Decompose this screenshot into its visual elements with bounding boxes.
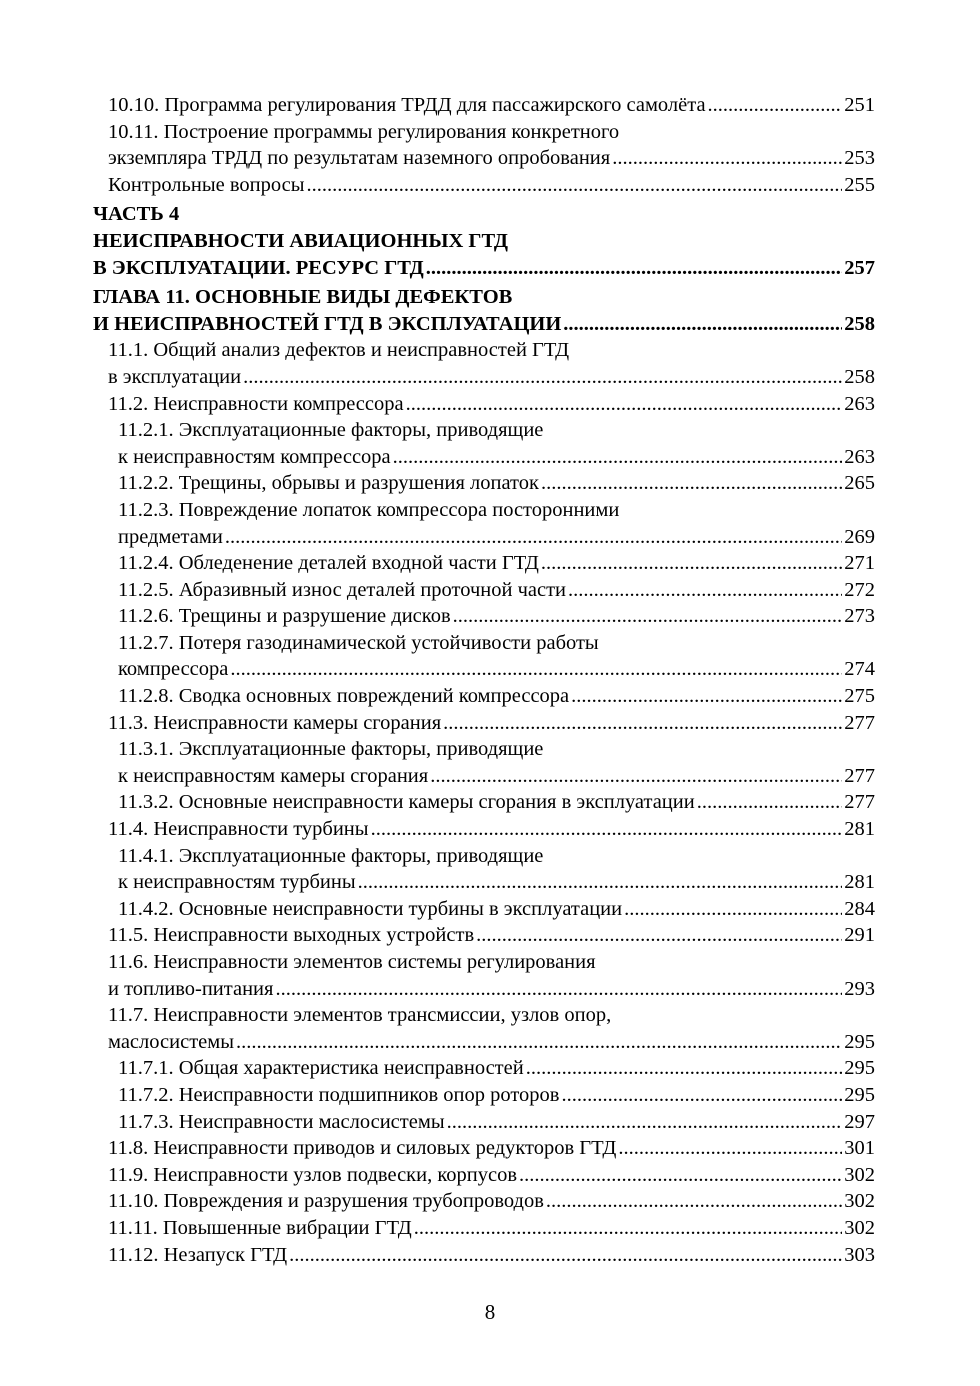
toc-entry-title-line: компрессора (118, 658, 229, 681)
toc-page-number: 277 (844, 764, 875, 787)
toc-entry-title-line: 11.2. Неисправности компрессора (108, 392, 404, 415)
toc-entry-title-line: 11.1. Общий анализ дефектов и неисправностей ГТД (108, 339, 570, 362)
dot-leader (275, 976, 842, 1003)
toc-entry-title-line: маслосистемы (108, 1030, 234, 1053)
toc-entry-title-line: 11.7.2. Неисправности подшипников опор роторов (118, 1083, 560, 1106)
toc-page-number: 273 (844, 605, 875, 628)
dot-leader (393, 444, 843, 471)
toc-entry-title-line: 11.3.1. Эксплуатационные факторы, приводящие (118, 738, 544, 761)
toc-entry-title-line: 11.9. Неисправности узлов подвески, корпусов (108, 1163, 518, 1186)
dot-leader (443, 710, 842, 737)
toc-entry (93, 789, 875, 816)
dot-leader (476, 922, 842, 949)
toc-entry-title-line: 10.11. Построение программы регулирования конкретного (108, 120, 620, 143)
page-number: 8 (484, 1300, 496, 1324)
toc-entry-title-line: 11.11. Повышенные вибрации ГТД (108, 1216, 412, 1239)
toc-entry-title-line: 11.8. Неисправности приводов и силовых редукторов ГТД (108, 1137, 617, 1160)
dot-leader (618, 1135, 842, 1162)
toc-entry-title-line: к неисправностям турбины (118, 871, 356, 894)
toc-page-number: 281 (844, 818, 875, 841)
toc-entry (93, 577, 875, 604)
dot-leader (612, 145, 842, 172)
toc-entry-title-line: 11.2.7. Потеря газодинамической устойчивости работы (118, 631, 599, 654)
toc-entry (93, 1135, 875, 1162)
dot-leader (289, 1242, 842, 1269)
toc-entry-title-line: ГЛАВА 11. ОСНОВНЫЕ ВИДЫ ДЕФЕКТОВ (93, 286, 513, 309)
toc-entry-title-line: И НЕИСПРАВНОСТЕЙ ГТД В ЭКСПЛУАТАЦИИ (93, 312, 562, 335)
toc-entry (93, 922, 875, 949)
dot-leader (243, 364, 842, 391)
toc-entry-title-line: НЕИСПРАВНОСТИ АВИАЦИОННЫХ ГТД (93, 229, 508, 252)
toc-page-number: 301 (844, 1137, 875, 1160)
toc-entry (93, 470, 875, 497)
toc-entry-title-line: и топливо-питания (108, 977, 274, 1000)
toc-entry (93, 1242, 875, 1269)
toc-page-number: 263 (844, 445, 875, 468)
toc-page-number: 302 (844, 1216, 875, 1239)
toc-page-number: 257 (844, 256, 875, 279)
dot-leader (447, 1109, 843, 1136)
toc-entry-title-line: экземпляра ТРДД по результатам наземного опробования (108, 147, 611, 170)
toc-entry-title-line: 11.7. Неисправности элементов трансмиссии, узлов опор, (108, 1004, 612, 1027)
dot-leader (571, 683, 842, 710)
toc-entry (93, 1188, 875, 1215)
toc-entry (93, 391, 875, 418)
toc-entry (93, 630, 875, 683)
toc-entry (93, 603, 875, 630)
toc-page-number: 295 (844, 1083, 875, 1106)
toc-entry (93, 896, 875, 923)
toc-entry (93, 736, 875, 789)
toc-entry (93, 1109, 875, 1136)
dot-leader (406, 391, 843, 418)
toc-entry-title-line: в эксплуатации (108, 365, 242, 388)
toc-entry-title-line: В ЭКСПЛУАТАЦИИ. РЕСУРС ГТД (93, 256, 424, 279)
toc-page-number: 258 (844, 365, 875, 388)
toc-entry-title-line: 11.2.6. Трещины и разрушение дисков (118, 605, 451, 628)
toc-entry-title-line: 11.4. Неисправности турбины (108, 818, 369, 841)
dot-leader (236, 1029, 842, 1056)
toc-entry (93, 710, 875, 737)
toc-entry-title-line: 11.2.8. Сводка основных повреждений компрессора (118, 685, 570, 708)
toc-page-number: 303 (844, 1243, 875, 1266)
dot-leader (697, 789, 843, 816)
toc-entry-title-line: 11.2.1. Эксплуатационные факторы, приводящие (118, 419, 544, 442)
toc-entry (93, 417, 875, 470)
toc-entry (93, 337, 875, 390)
toc-page-number: 251 (844, 94, 875, 116)
toc-page-number: 284 (844, 897, 875, 920)
dot-leader (541, 550, 842, 577)
dot-leader (307, 172, 843, 199)
toc-entry-title-line: 11.3. Неисправности камеры сгорания (108, 711, 442, 734)
dot-leader (526, 1055, 843, 1082)
toc-entry (93, 1055, 875, 1082)
toc-entry-title-line: Контрольные вопросы (108, 173, 305, 196)
toc-entry-title-line: 11.2.4. Обледенение деталей входной части ГТД (118, 552, 539, 575)
toc-page-number: 291 (844, 924, 875, 947)
toc-entry (93, 1082, 875, 1109)
toc-page-number: 277 (844, 791, 875, 814)
toc-page-number: 263 (844, 392, 875, 415)
toc-page-number: 297 (844, 1110, 875, 1133)
toc-entry-title-line: к неисправностям камеры сгорания (118, 764, 429, 787)
toc-entry-title-line: 11.2.5. Абразивный износ деталей проточной части (118, 578, 567, 601)
toc-page-number: 269 (844, 525, 875, 548)
dot-leader (371, 816, 843, 843)
toc-entry (93, 119, 875, 172)
toc-page-number: 265 (844, 472, 875, 495)
toc-entry-title-line: 11.7.3. Неисправности маслосистемы (118, 1110, 445, 1133)
toc-page-number: 255 (844, 173, 875, 196)
dot-leader (541, 470, 842, 497)
toc-page-number: 272 (844, 578, 875, 601)
table-of-contents (93, 92, 875, 1268)
dot-leader (708, 92, 843, 119)
toc-entry-title-line: 11.4.1. Эксплуатационные факторы, приводящие (118, 844, 544, 867)
dot-leader (562, 1082, 843, 1109)
dot-leader (430, 763, 842, 790)
toc-page-number: 277 (844, 711, 875, 734)
dot-leader (426, 255, 842, 282)
dot-leader (563, 311, 842, 338)
toc-entry-title-line: 11.3.2. Основные неисправности камеры сгорания в эксплуатации (118, 791, 695, 814)
toc-entry-title-line: 11.2.3. Повреждение лопаток компрессора посторонними (118, 498, 620, 521)
toc-page-number: 295 (844, 1030, 875, 1053)
toc-page-number: 281 (844, 871, 875, 894)
toc-entry-title-line: предметами (118, 525, 223, 548)
dot-leader (225, 524, 842, 551)
dot-leader (568, 577, 842, 604)
toc-entry-title-line: 11.4.2. Основные неисправности турбины в эксплуатации (118, 897, 623, 920)
toc-entry (93, 201, 875, 281)
dot-leader (453, 603, 843, 630)
toc-entry (93, 683, 875, 710)
toc-entry (93, 1002, 875, 1055)
dot-leader (546, 1188, 842, 1215)
toc-page-number: 258 (844, 312, 875, 335)
dot-leader (519, 1162, 842, 1189)
toc-entry-title-line: 11.12. Незапуск ГТД (108, 1243, 288, 1266)
toc-entry-title-line: 11.7.1. Общая характеристика неисправностей (118, 1057, 524, 1080)
toc-entry-title-line: 11.5. Неисправности выходных устройств (108, 924, 475, 947)
toc-page-number: 295 (844, 1057, 875, 1080)
toc-entry (93, 843, 875, 896)
toc-entry (93, 497, 875, 550)
dot-leader (230, 656, 842, 683)
dot-leader (414, 1215, 843, 1242)
toc-entry (93, 550, 875, 577)
toc-page-number: 302 (844, 1190, 875, 1213)
toc-entry-title-line: к неисправностям компрессора (118, 445, 391, 468)
toc-entry-title-line: 11.10. Повреждения и разрушения трубопроводов (108, 1190, 544, 1213)
toc-page-number: 274 (844, 658, 875, 681)
toc-entry (93, 1215, 875, 1242)
toc-entry-title-line: 11.2.2. Трещины, обрывы и разрушения лопаток (118, 472, 539, 495)
toc-page-number: 275 (844, 685, 875, 708)
toc-entry (93, 816, 875, 843)
toc-entry-title-line: ЧАСТЬ 4 (93, 203, 180, 226)
toc-page-number: 302 (844, 1163, 875, 1186)
dot-leader (358, 869, 843, 896)
dot-leader (624, 896, 842, 923)
toc-page-number: 293 (844, 977, 875, 1000)
toc-entry (93, 284, 875, 337)
toc-entry (93, 1162, 875, 1189)
toc-entry (93, 172, 875, 199)
toc-page-number: 253 (844, 147, 875, 170)
toc-entry (93, 949, 875, 1002)
toc-entry-title-line: 11.6. Неисправности элементов системы регулирования (108, 951, 596, 973)
toc-page-number: 271 (844, 552, 875, 575)
toc-entry-title-line: 10.10. Программа регулирования ТРДД для пассажирского самолёта (108, 94, 706, 116)
toc-entry (93, 92, 875, 119)
